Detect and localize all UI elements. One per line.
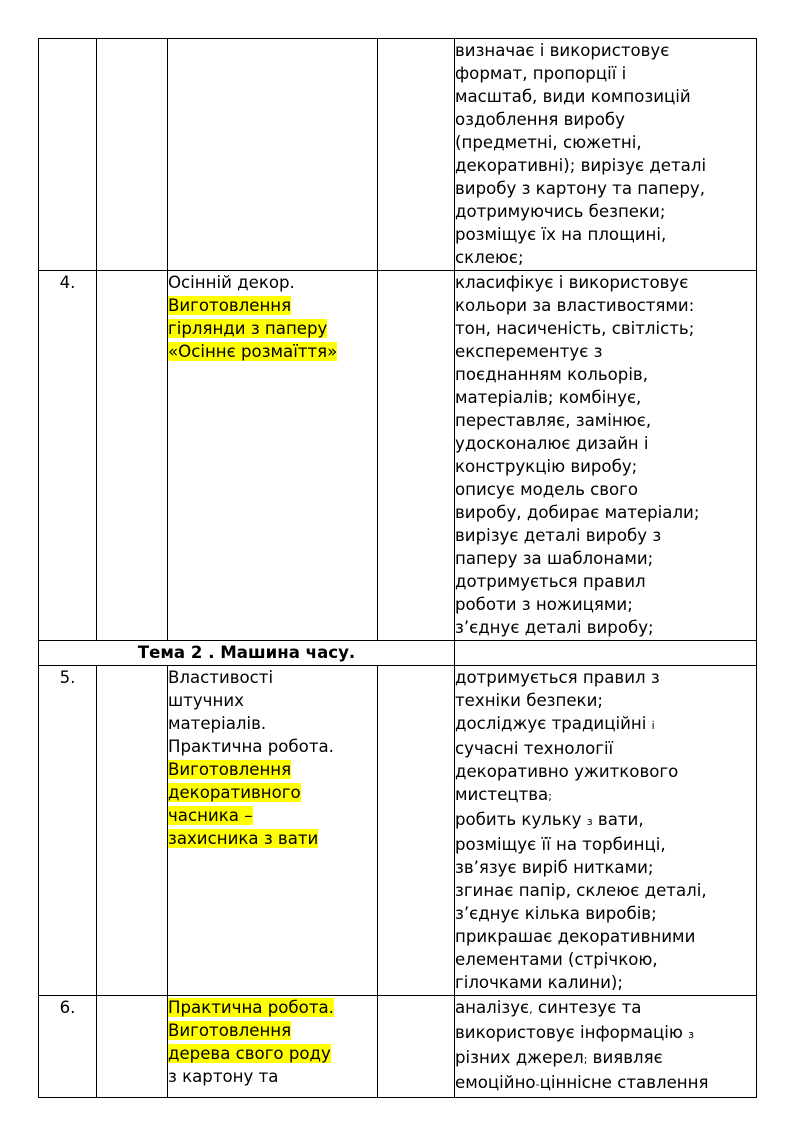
date-cell <box>378 271 455 641</box>
learning-outcomes <box>455 666 757 996</box>
text-run: з картону та <box>168 1067 279 1086</box>
outcome-line <box>455 386 756 409</box>
text-run: дотримуючись безпеки; <box>455 202 666 221</box>
outcome-line <box>455 108 756 131</box>
learning-outcomes <box>455 271 757 641</box>
outcome-line <box>455 689 756 712</box>
outcome-line <box>455 547 756 570</box>
outcome-line <box>455 200 756 223</box>
outcome-line <box>455 616 756 639</box>
table-row <box>39 666 757 996</box>
text-run: тон, насиченість, світлість; <box>455 319 695 338</box>
theme-title: Тема 2 . Машина часу. <box>39 641 455 666</box>
lesson-topic <box>168 666 378 996</box>
topic-line <box>168 317 377 340</box>
learning-outcomes <box>455 39 757 271</box>
topic-line <box>168 996 377 1019</box>
outcome-line <box>455 808 756 833</box>
outcome-line <box>455 409 756 432</box>
outcome-line <box>455 593 756 616</box>
text-run: (предметні, сюжетні, <box>455 133 642 152</box>
text-run: виробу з картону та паперу, <box>455 179 705 198</box>
topic-line <box>168 1065 377 1088</box>
text-run: роботи з ножицями; <box>455 595 633 614</box>
highlighted-text: дерева свого роду <box>168 1044 331 1063</box>
outcome-line <box>455 1046 756 1071</box>
text-run: мистецтва <box>455 785 549 804</box>
date-cell <box>378 39 455 271</box>
text-run: паперу за шаблонами; <box>455 549 654 568</box>
text-run: експерементує з <box>455 342 603 361</box>
outcome-line <box>455 570 756 593</box>
theme-empty-cell <box>455 641 757 666</box>
date-cell <box>378 996 455 1098</box>
text-run: робить кульку <box>455 810 587 829</box>
outcome-line <box>455 363 756 386</box>
hours-cell <box>97 271 168 641</box>
outcome-line <box>455 1021 756 1046</box>
outcome-line <box>455 501 756 524</box>
hours-cell <box>97 666 168 996</box>
outcome-line <box>455 154 756 177</box>
text-run: декоративні); вирізує деталі <box>455 156 707 175</box>
text-run: декоративно ужиткового <box>455 762 679 781</box>
highlighted-text: «Осіннє розмаїття» <box>168 342 338 361</box>
outcome-line <box>455 524 756 547</box>
theme-row <box>39 641 757 666</box>
topic-line <box>168 804 377 827</box>
highlighted-text: часника – <box>168 806 253 825</box>
outcome-line <box>455 246 756 269</box>
text-run: ; <box>548 790 552 803</box>
text-run: з’єднує кілька виробів; <box>455 904 657 923</box>
table-row <box>39 271 757 641</box>
outcome-line <box>455 948 756 971</box>
outcome-line <box>455 666 756 689</box>
topic-line <box>168 1019 377 1042</box>
outcome-line <box>455 340 756 363</box>
learning-outcomes <box>455 996 757 1098</box>
outcome-line <box>455 177 756 200</box>
topic-line <box>168 781 377 804</box>
text-run: зв’язує виріб нитками; <box>455 858 654 877</box>
text-run: з’єднує деталі виробу; <box>455 618 654 637</box>
hours-cell <box>97 996 168 1098</box>
lesson-number: 5. <box>39 666 97 996</box>
text-run: формат, пропорції і <box>455 64 627 83</box>
text-run: з <box>586 815 593 828</box>
text-run: визначає і використовує <box>455 41 670 60</box>
hours-cell <box>97 39 168 271</box>
outcome-line <box>455 833 756 856</box>
lesson-topic <box>168 996 378 1098</box>
highlighted-text: Виготовлення <box>168 1021 292 1040</box>
text-run: описує модель свого <box>455 480 639 499</box>
topic-line <box>168 666 377 689</box>
text-run: Осінній декор. <box>168 273 295 292</box>
highlighted-text: Виготовлення <box>168 760 292 779</box>
outcome-line <box>455 996 756 1021</box>
lesson-plan-body <box>39 39 757 1098</box>
topic-line <box>168 271 377 294</box>
highlighted-text: захисника з вати <box>168 829 319 848</box>
text-run: сучасні технології <box>455 739 614 758</box>
text-run: аналізує <box>455 998 530 1017</box>
lesson-topic <box>168 271 378 641</box>
outcome-line <box>455 902 756 925</box>
text-run: виявляє <box>587 1048 663 1067</box>
text-run: переставляє, замінює, <box>455 411 652 430</box>
outcome-line <box>455 971 756 994</box>
text-run: гілочками калини); <box>455 973 623 992</box>
topic-line <box>168 712 377 735</box>
text-run: і <box>651 719 655 732</box>
text-run: синтезує та <box>532 998 642 1017</box>
text-run: матеріалів. <box>168 714 267 733</box>
text-run: класифікує і використовує <box>455 273 689 292</box>
text-run: вати, <box>592 810 644 829</box>
text-run: техніки безпеки; <box>455 691 603 710</box>
text-run: удосконалює дизайн і <box>455 434 649 453</box>
outcome-line <box>455 1071 756 1096</box>
outcome-line <box>455 783 756 808</box>
text-run: з <box>688 1028 695 1041</box>
text-run: , <box>529 1003 533 1016</box>
topic-line <box>168 1042 377 1065</box>
text-run: конструкцію виробу; <box>455 457 638 476</box>
topic-line <box>168 735 377 758</box>
outcome-line <box>455 271 756 294</box>
outcome-line <box>455 223 756 246</box>
outcome-line <box>455 432 756 455</box>
topic-line <box>168 340 377 363</box>
outcome-line <box>455 131 756 154</box>
outcome-line <box>455 455 756 478</box>
outcome-line <box>455 712 756 737</box>
outcome-line <box>455 317 756 340</box>
text-run: штучних <box>168 691 244 710</box>
text-run: різних джерел <box>455 1048 584 1067</box>
text-run: вирізує деталі виробу з <box>455 526 662 545</box>
outcome-line <box>455 879 756 902</box>
outcome-line <box>455 856 756 879</box>
text-run: кольори за властивостями: <box>455 296 695 315</box>
text-run: Властивості <box>168 668 274 687</box>
outcome-line <box>455 737 756 760</box>
text-run: матеріалів; комбінує, <box>455 388 642 407</box>
highlighted-text: гірлянди з паперу <box>168 319 328 338</box>
lesson-number <box>39 39 97 271</box>
outcome-line <box>455 925 756 948</box>
text-run: емоційно <box>455 1073 536 1092</box>
outcome-line <box>455 478 756 501</box>
text-run: - <box>535 1078 540 1091</box>
text-run: ціннісне ставлення <box>539 1073 709 1092</box>
text-run: Практична робота. <box>168 737 334 756</box>
text-run: склеює; <box>455 248 524 267</box>
text-run: елементами (стрічкою, <box>455 950 658 969</box>
table-row <box>39 996 757 1098</box>
text-run: розміщує її на торбинці, <box>455 835 666 854</box>
date-cell <box>378 666 455 996</box>
text-run: досліджує традиційні <box>455 714 652 733</box>
lesson-number: 4. <box>39 271 97 641</box>
text-run: виробу, добирає матеріали; <box>455 503 700 522</box>
text-run: використовує інформацію <box>455 1023 689 1042</box>
topic-line <box>168 294 377 317</box>
outcome-line <box>455 760 756 783</box>
topic-line <box>168 689 377 712</box>
text-run: оздоблення виробу <box>455 110 625 129</box>
text-run: розміщує їх на площині, <box>455 225 667 244</box>
highlighted-text: декоративного <box>168 783 301 802</box>
lesson-topic <box>168 39 378 271</box>
text-run: масштаб, види композицій <box>455 87 691 106</box>
text-run: поєднанням кольорів, <box>455 365 648 384</box>
outcome-line <box>455 294 756 317</box>
text-run: дотримується правил <box>455 572 646 591</box>
highlighted-text: Виготовлення <box>168 296 292 315</box>
text-run: ; <box>583 1053 588 1066</box>
topic-line <box>168 758 377 781</box>
highlighted-text: Практична робота. <box>168 998 334 1017</box>
text-run: прикрашає декоративними <box>455 927 696 946</box>
topic-line <box>168 827 377 850</box>
lesson-plan-table <box>38 38 757 1098</box>
outcome-line <box>455 62 756 85</box>
outcome-line <box>455 85 756 108</box>
table-row <box>39 39 757 271</box>
text-run: дотримується правил з <box>455 668 660 687</box>
text-run: згинає папір, склеює деталі, <box>455 881 707 900</box>
outcome-line <box>455 39 756 62</box>
lesson-number: 6. <box>39 996 97 1098</box>
